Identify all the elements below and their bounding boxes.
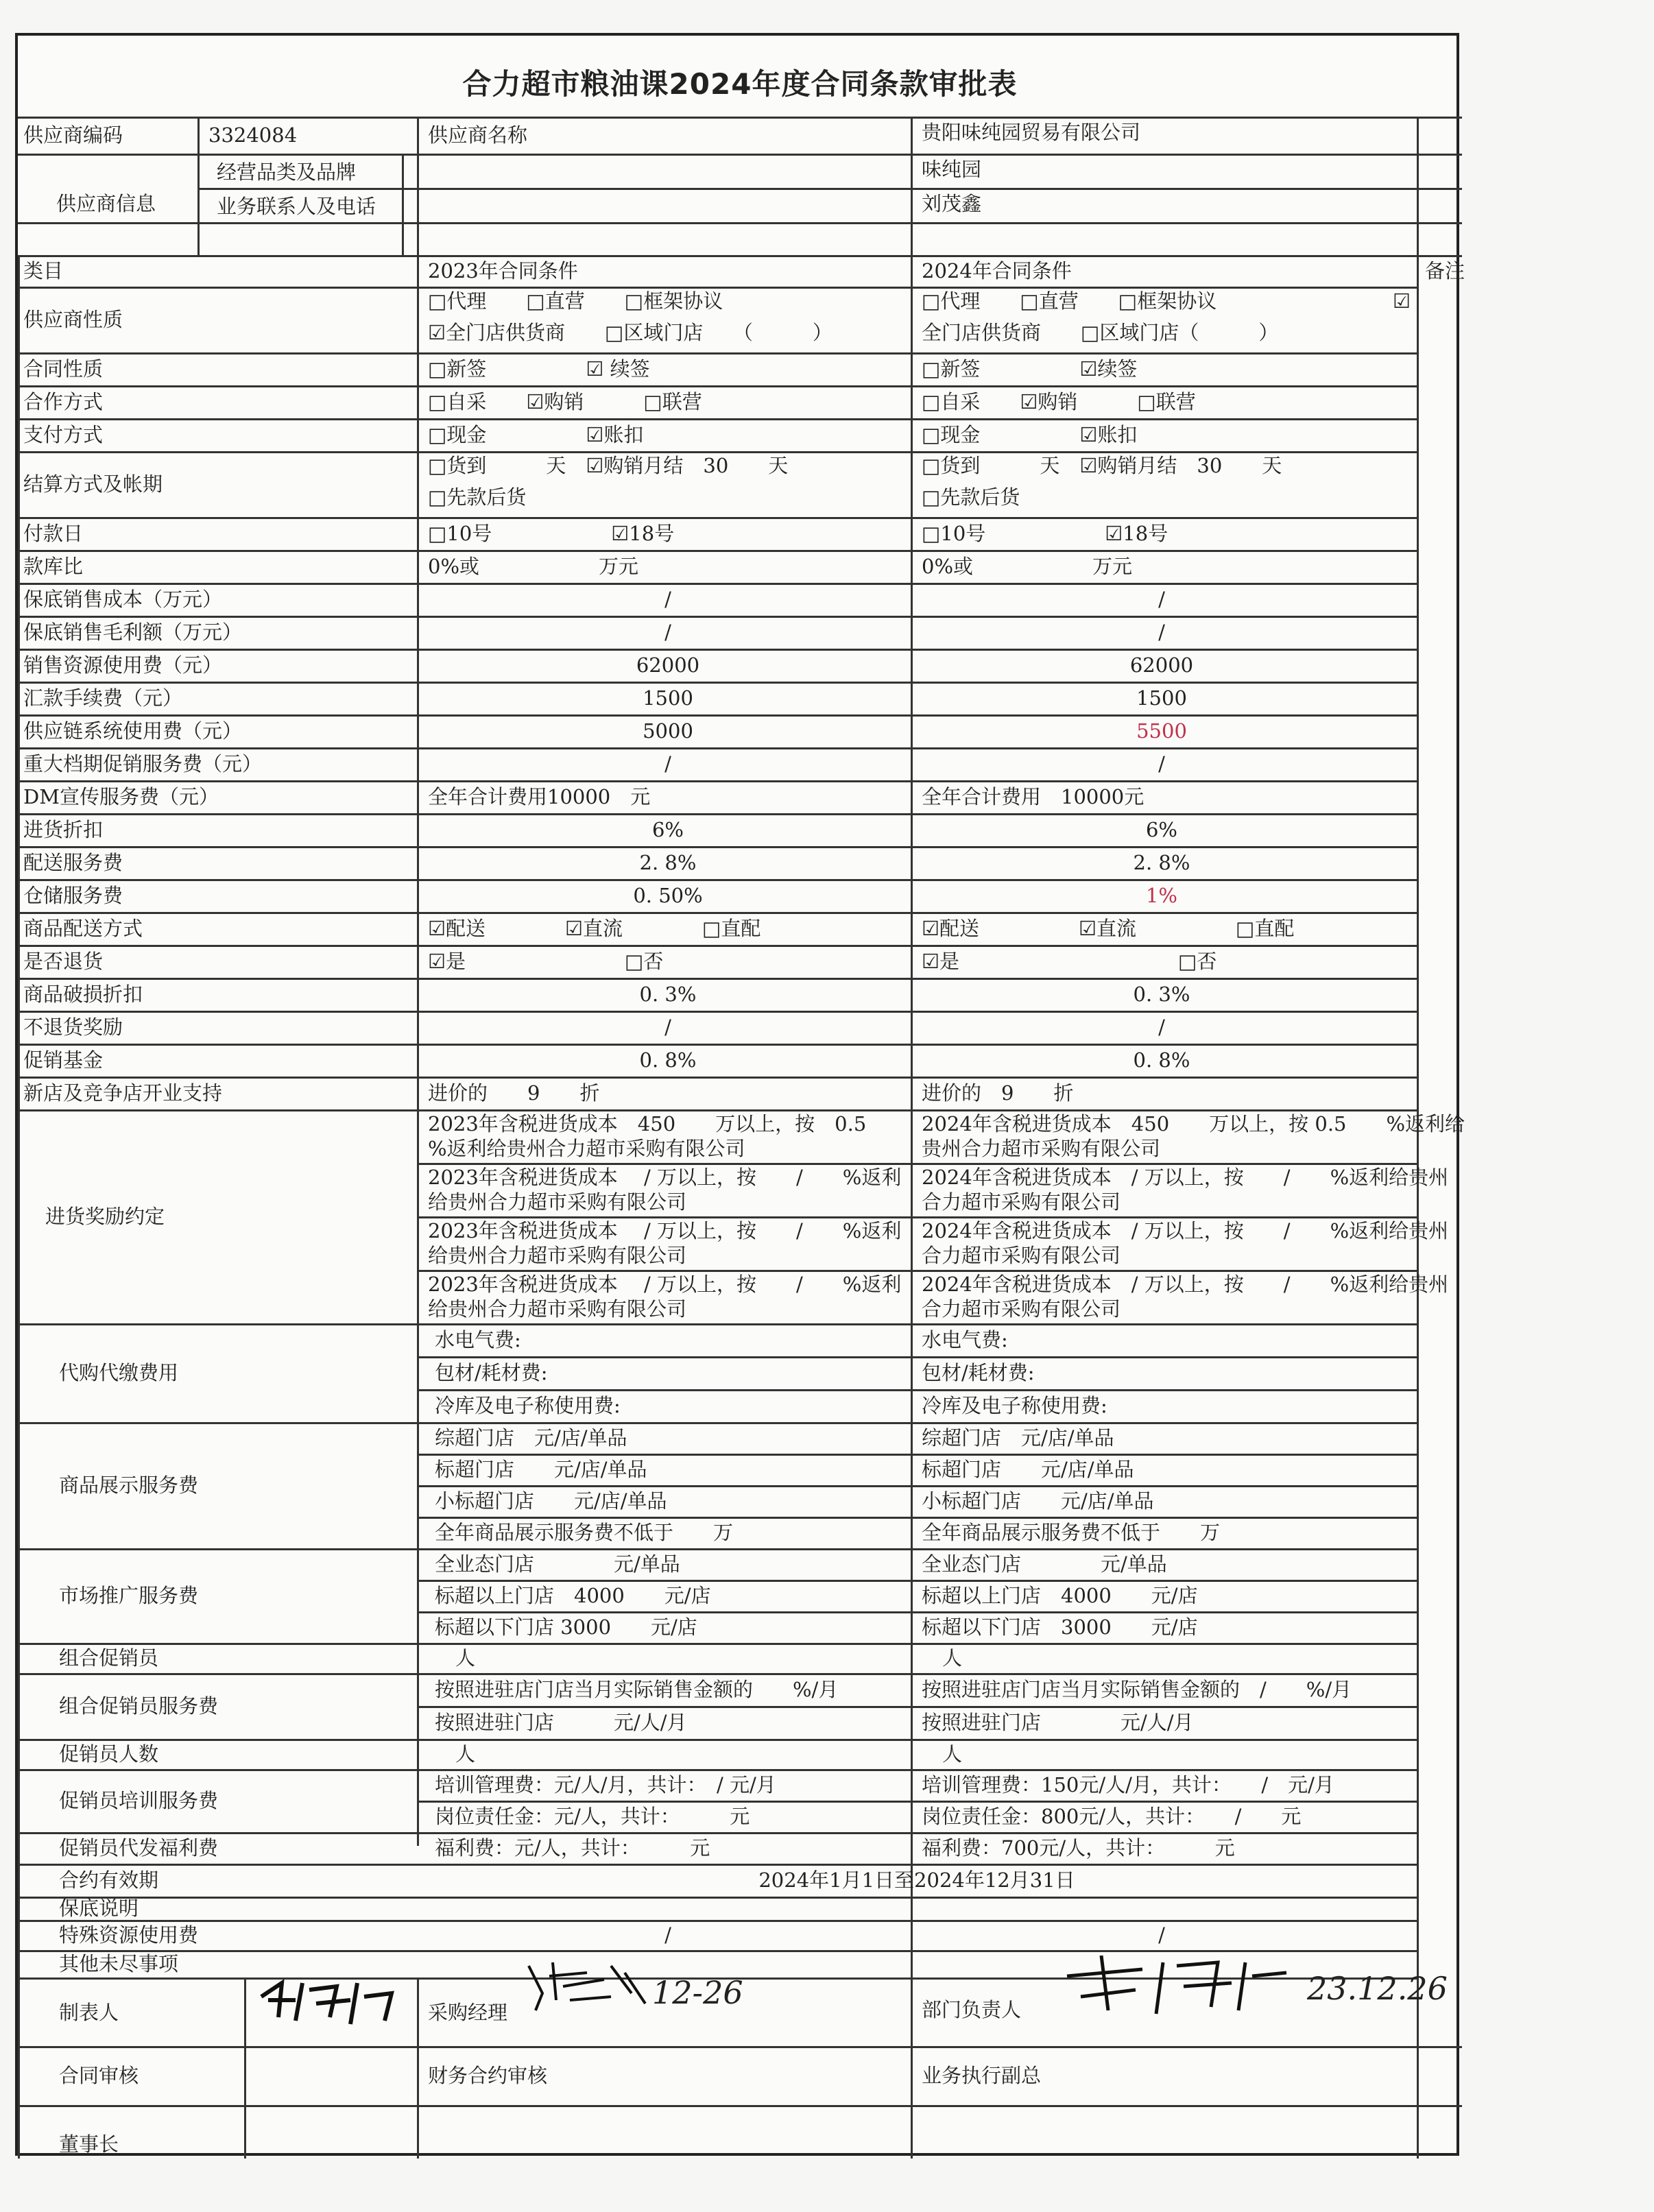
row-pay_day-2023: □10号 ☑18号 xyxy=(428,522,675,545)
row-label-other: 其他未尽事项 xyxy=(59,1952,179,1975)
grid-line xyxy=(417,1580,1417,1582)
row-label-delivery_mode: 商品配送方式 xyxy=(23,917,143,940)
finance-review-label: 财务合约审核 xyxy=(428,2064,548,2087)
rebate-2024-1-a: 2024年含税进货成本 / 万以上，按 / %返利给贵州 xyxy=(922,1166,1449,1189)
row-no_return_reward-2023: / xyxy=(664,1015,671,1039)
row-display_fee-2024-3: 全年商品展示服务费不低于 万 xyxy=(922,1521,1221,1544)
row-supplier_nature-2023-a: □代理 □直营 □框架协议 xyxy=(428,289,723,313)
form-title: 合力超市粮油课2024年度合同条款审批表 xyxy=(462,67,1018,101)
grid-line xyxy=(18,255,1462,257)
category-brand: 味纯园 xyxy=(922,158,982,181)
row-supply_chain_fee-2024: 5500 xyxy=(1136,719,1187,743)
row-label-marketing_fee: 市场推广服务费 xyxy=(59,1584,199,1607)
row-marketing_fee-2024-2: 标超以下门店 3000 元/店 xyxy=(922,1615,1198,1639)
rebate-2023-2-b: 给贵州合力超市采购有限公司 xyxy=(428,1244,687,1267)
supplier-name: 贵阳味纯园贸易有限公司 xyxy=(922,121,1141,144)
supplier-name-label: 供应商名称 xyxy=(428,123,528,147)
grid-line xyxy=(18,714,1417,717)
row-promo_fund-2024: 0. 8% xyxy=(1133,1048,1190,1072)
grid-line xyxy=(417,1801,1417,1803)
dept-head-label: 部门负责人 xyxy=(922,1998,1022,2021)
row-label-remittance_fee: 汇款手续费（元） xyxy=(23,686,183,710)
grid-line xyxy=(417,1216,1417,1218)
grid-line xyxy=(18,912,1417,914)
row-settlement-2023-a: □货到 天 ☑购销月结 30 天 xyxy=(428,454,789,477)
row-validity-value: 2024年1月1日至2024年12月31日 xyxy=(758,1868,1075,1892)
row-new_store_support-2023: 进价的 9 折 xyxy=(428,1081,600,1105)
grid-line xyxy=(417,1706,1417,1708)
exec-vp-label: 业务执行副总 xyxy=(922,2064,1042,2087)
row-label-delivery_fee: 配送服务费 xyxy=(23,851,123,874)
row-contract_nature-2024: □新签 ☑续签 xyxy=(922,357,1138,381)
grid-line xyxy=(18,747,1417,749)
row-promoter_training-2024-0: 培训管理费：150元/人/月，共计： / 元/月 xyxy=(922,1773,1334,1796)
rebate-2024-2-b: 合力超市采购有限公司 xyxy=(922,1244,1121,1267)
row-proxy_fees-2023-1: 包材/耗材费: xyxy=(435,1361,548,1384)
row-label-guaranteed_margin: 保底销售毛利额（万元） xyxy=(23,621,243,644)
row-label-stock_ratio: 款库比 xyxy=(23,555,84,578)
grid-line xyxy=(18,846,1417,848)
row-major_promo_fee-2024: / xyxy=(1158,752,1165,776)
row-combo_promoter-2024: 人 xyxy=(942,1646,963,1670)
row-settlement-2024-b: □先款后货 xyxy=(922,485,1020,509)
grid-line xyxy=(18,517,1417,519)
grid-line xyxy=(18,780,1417,782)
grid-line xyxy=(18,255,20,2159)
row-new_store_support-2024: 进价的 9 折 xyxy=(922,1081,1074,1105)
rebate-2023-3-b: 给贵州合力超市采购有限公司 xyxy=(428,1297,687,1321)
row-label-promoter_training: 促销员培训服务费 xyxy=(59,1789,219,1812)
row-no_return_reward-2024: / xyxy=(1158,1015,1165,1039)
row-promoter_training-2023-0: 培训管理费：元/人/月，共计： / 元/月 xyxy=(435,1773,776,1796)
row-proxy_fees-2023-0: 水电气费: xyxy=(435,1328,521,1351)
row-stock_ratio-2024: 0%或 万元 xyxy=(922,555,1133,578)
row-label-supplier_nature: 供应商性质 xyxy=(23,308,123,331)
grid-line xyxy=(18,2046,1462,2048)
row-sales_resource_fee-2023: 62000 xyxy=(636,653,700,677)
row-storage_fee-2024: 1% xyxy=(1145,884,1177,907)
row-purchase_discount-2023: 6% xyxy=(651,818,684,841)
row-label-purchase_rebate: 进货奖励约定 xyxy=(45,1205,165,1228)
rebate-2024-1-b: 合力超市采购有限公司 xyxy=(922,1190,1121,1214)
grid-line xyxy=(417,1454,1417,1456)
approval-form xyxy=(15,33,1465,2156)
row-promoter_training-2024-1: 岗位责任金：800元/人，共计： / 元 xyxy=(922,1805,1302,1828)
grid-line xyxy=(244,1977,246,2159)
row-label-combo_promoter: 组合促销员 xyxy=(59,1646,159,1670)
row-display_fee-2023-3: 全年商品展示服务费不低于 万 xyxy=(435,1521,734,1544)
grid-line xyxy=(18,1897,1417,1899)
contact: 刘茂鑫 xyxy=(922,192,982,215)
row-pay_day-2024: □10号 ☑18号 xyxy=(922,522,1168,545)
row-label-contract_nature: 合同性质 xyxy=(23,357,104,381)
row-label-combo_promoter_fee: 组合促销员服务费 xyxy=(59,1694,219,1718)
grid-line xyxy=(417,1270,1417,1272)
row-guaranteed_cost-2023: / xyxy=(664,588,671,611)
row-damage_discount-2024: 0. 3% xyxy=(1133,983,1190,1006)
row-combo_promoter_fee-2024-0: 按照进驻店门店当月实际销售金额的 / %/月 xyxy=(922,1678,1352,1701)
grid-line xyxy=(18,1548,1417,1550)
grid-line xyxy=(18,1864,1417,1866)
grid-line xyxy=(18,1422,1417,1424)
row-delivery_mode-2024: ☑配送 ☑直流 □直配 xyxy=(922,917,1295,940)
row-damage_discount-2023: 0. 3% xyxy=(639,983,697,1006)
grid-line xyxy=(18,649,1417,651)
purchase-manager-label: 采购经理 xyxy=(428,2001,508,2024)
col-2024: 2024年合同条件 xyxy=(922,259,1072,282)
row-proxy_fees-2024-1: 包材/耗材费: xyxy=(922,1361,1035,1384)
supplier-info-label: 供应商信息 xyxy=(56,192,156,215)
grid-line xyxy=(18,222,1462,224)
row-label-storage_fee: 仓储服务费 xyxy=(23,884,123,907)
category-brand-label: 经营品类及品牌 xyxy=(217,160,357,184)
rebate-2024-0-b: 贵州合力超市采购有限公司 xyxy=(922,1137,1161,1160)
grid-line xyxy=(18,1673,1417,1675)
row-label-proxy_fees: 代购代缴费用 xyxy=(59,1361,179,1384)
row-promoter_count-2023: 人 xyxy=(455,1742,476,1766)
row-returns-2023: ☑是 □否 xyxy=(428,950,664,973)
dept-head-signature xyxy=(1060,1949,1293,2017)
grid-line xyxy=(18,1011,1417,1013)
grid-line xyxy=(417,1977,419,2159)
row-stock_ratio-2023: 0%或 万元 xyxy=(428,555,639,578)
grid-line xyxy=(18,1920,1417,1922)
grid-line xyxy=(417,1611,1417,1613)
row-display_fee-2023-0: 综超门店 元/店/单品 xyxy=(435,1426,627,1450)
row-promo_fund-2023: 0. 8% xyxy=(639,1048,697,1072)
rebate-2023-3-a: 2023年含税进货成本 / 万以上，按 / %返利 xyxy=(428,1273,902,1296)
row-combo_promoter_fee-2023-0: 按照进驻店门店当月实际销售金额的 %/月 xyxy=(435,1678,839,1701)
row-combo_promoter_fee-2023-1: 按照进驻门店 元/人/月 xyxy=(435,1711,687,1734)
contract-review-label: 合同审核 xyxy=(59,2064,139,2087)
grid-line xyxy=(402,154,404,255)
col-remark: 备注 xyxy=(1425,259,1465,282)
chairman-label: 董事长 xyxy=(59,2132,119,2156)
rebate-2024-3-a: 2024年含税进货成本 / 万以上，按 / %返利给贵州 xyxy=(922,1273,1449,1296)
row-label-sales_resource_fee: 销售资源使用费（元） xyxy=(23,653,223,677)
row-payment_mode-2024: □现金 ☑账扣 xyxy=(922,423,1138,446)
grid-line xyxy=(197,188,1462,190)
row-label-settlement: 结算方式及帐期 xyxy=(23,472,163,496)
row-storage_fee-2023: 0. 50% xyxy=(633,884,703,907)
grid-line xyxy=(18,583,1417,585)
grid-line xyxy=(18,2105,1462,2107)
maker-label: 制表人 xyxy=(59,2001,119,2024)
rebate-2024-2-a: 2024年含税进货成本 / 万以上，按 / %返利给贵州 xyxy=(922,1219,1449,1242)
row-guaranteed_cost-2024: / xyxy=(1158,588,1165,611)
grid-line xyxy=(18,550,1417,552)
row-display_fee-2023-1: 标超门店 元/店/单品 xyxy=(435,1458,647,1481)
grid-line xyxy=(417,154,419,255)
grid-line xyxy=(18,154,1462,156)
row-promoter_welfare-2023: 福利费：元/人，共计： 元 xyxy=(435,1836,710,1860)
rebate-2023-0-b: %返利给贵州合力超市采购有限公司 xyxy=(428,1137,745,1160)
row-label-dm_fee: DM宣传服务费（元） xyxy=(23,785,219,808)
row-major_promo_fee-2023: / xyxy=(664,752,671,776)
row-supply_chain_fee-2023: 5000 xyxy=(643,719,693,743)
row-contract_nature-2023: □新签 ☑ 续签 xyxy=(428,357,650,381)
purchase-manager-signature xyxy=(522,1952,659,2017)
rebate-2023-2-a: 2023年含税进货成本 / 万以上，按 / %返利 xyxy=(428,1219,902,1242)
grid-line xyxy=(18,879,1417,881)
row-supplier_nature-2024-check: ☑ xyxy=(1393,289,1411,313)
row-settlement-2023-b: □先款后货 xyxy=(428,485,527,509)
row-guaranteed_margin-2024: / xyxy=(1158,621,1165,644)
grid-line xyxy=(18,682,1417,684)
row-display_fee-2023-2: 小标超门店 元/店/单品 xyxy=(435,1489,667,1513)
row-special_resource-2024: / xyxy=(1158,1923,1165,1947)
grid-line xyxy=(18,945,1417,947)
row-label-promo_fund: 促销基金 xyxy=(23,1048,104,1072)
row-label-pay_day: 付款日 xyxy=(23,522,84,545)
purchase-manager-date: 12-26 xyxy=(652,1974,743,2011)
row-label-guarantee_note: 保底说明 xyxy=(59,1897,139,1920)
grid-line xyxy=(18,813,1417,815)
grid-line xyxy=(417,255,419,1846)
grid-line xyxy=(417,1485,1417,1487)
row-payment_mode-2023: □现金 ☑账扣 xyxy=(428,423,644,446)
row-label-guaranteed_cost: 保底销售成本（万元） xyxy=(23,588,223,611)
grid-line xyxy=(417,117,419,154)
row-delivery_fee-2024: 2. 8% xyxy=(1133,851,1190,874)
grid-line xyxy=(417,1356,1417,1358)
row-proxy_fees-2024-2: 冷库及电子称使用费: xyxy=(922,1394,1107,1417)
row-label-display_fee: 商品展示服务费 xyxy=(59,1474,199,1497)
col-2023: 2023年合同条件 xyxy=(428,259,578,282)
row-label-special_resource: 特殊资源使用费 xyxy=(59,1923,199,1947)
row-sales_resource_fee-2024: 62000 xyxy=(1129,653,1194,677)
row-supplier_nature-2024-b: 全门店供货商 □区域门店（ ） xyxy=(922,321,1279,344)
row-combo_promoter_fee-2024-1: 按照进驻门店 元/人/月 xyxy=(922,1711,1194,1734)
row-label-new_store_support: 新店及竞争店开业支持 xyxy=(23,1081,223,1105)
grid-line xyxy=(18,1109,1417,1111)
row-delivery_fee-2023: 2. 8% xyxy=(639,851,697,874)
contact-label: 业务联系人及电话 xyxy=(217,195,376,218)
row-marketing_fee-2024-0: 全业态门店 元/单品 xyxy=(922,1552,1167,1576)
row-combo_promoter-2023: 人 xyxy=(455,1646,476,1670)
row-display_fee-2024-2: 小标超门店 元/店/单品 xyxy=(922,1489,1154,1513)
grid-line xyxy=(18,352,1417,354)
col-item: 类目 xyxy=(23,259,64,282)
dept-head-date: 23.12.26 xyxy=(1307,1970,1448,2007)
row-promoter_count-2024: 人 xyxy=(942,1742,963,1766)
grid-line xyxy=(197,117,200,255)
row-proxy_fees-2024-0: 水电气费: xyxy=(922,1328,1008,1351)
row-marketing_fee-2023-2: 标超以下门店 3000 元/店 xyxy=(435,1615,697,1639)
rebate-2023-1-b: 给贵州合力超市采购有限公司 xyxy=(428,1190,687,1214)
row-marketing_fee-2024-1: 标超以上门店 4000 元/店 xyxy=(922,1584,1198,1607)
row-promoter_training-2023-1: 岗位责任金：元/人，共计： 元 xyxy=(435,1805,750,1828)
grid-line xyxy=(417,1389,1417,1391)
row-settlement-2024-a: □货到 天 ☑购销月结 30 天 xyxy=(922,454,1282,477)
grid-line xyxy=(18,117,1462,119)
row-display_fee-2024-0: 综超门店 元/店/单品 xyxy=(922,1426,1114,1450)
grid-line xyxy=(18,616,1417,618)
row-remittance_fee-2024: 1500 xyxy=(1136,686,1187,710)
grid-line xyxy=(18,978,1417,980)
grid-line xyxy=(417,1163,1417,1165)
rebate-2023-0-a: 2023年含税进货成本 450 万以上，按 0.5 xyxy=(428,1112,867,1135)
row-label-returns: 是否退货 xyxy=(23,950,104,973)
maker-signature xyxy=(254,1969,412,2031)
row-special_resource-2023: / xyxy=(664,1923,671,1947)
grid-line xyxy=(911,117,913,2159)
grid-line xyxy=(18,1769,1417,1771)
grid-line xyxy=(18,1832,1417,1834)
row-coop_mode-2024: □自采 ☑购销 □联营 xyxy=(922,390,1196,413)
grid-line xyxy=(18,1739,1417,1741)
row-label-no_return_reward: 不退货奖励 xyxy=(23,1015,123,1039)
rebate-2024-0-a: 2024年含税进货成本 450 万以上，按 0.5 %返利给 xyxy=(922,1112,1465,1135)
row-label-promoter_count: 促销员人数 xyxy=(59,1742,159,1766)
row-label-damage_discount: 商品破损折扣 xyxy=(23,983,143,1006)
row-guaranteed_margin-2023: / xyxy=(664,621,671,644)
row-delivery_mode-2023: ☑配送 ☑直流 □直配 xyxy=(428,917,761,940)
grid-line xyxy=(1417,117,1419,2159)
row-label-promoter_welfare: 促销员代发福利费 xyxy=(59,1836,219,1860)
row-label-purchase_discount: 进货折扣 xyxy=(23,818,104,841)
row-marketing_fee-2023-0: 全业态门店 元/单品 xyxy=(435,1552,680,1576)
grid-line xyxy=(18,1643,1417,1645)
grid-line xyxy=(18,451,1417,453)
supplier-code-label: 供应商编码 xyxy=(23,123,123,147)
row-coop_mode-2023: □自采 ☑购销 □联营 xyxy=(428,390,702,413)
grid-line xyxy=(18,287,1417,289)
grid-line xyxy=(18,1323,1417,1325)
grid-line xyxy=(18,385,1417,387)
row-label-supply_chain_fee: 供应链系统使用费（元） xyxy=(23,719,243,743)
row-dm_fee-2024: 全年合计费用 10000元 xyxy=(922,785,1144,808)
row-returns-2024: ☑是 □否 xyxy=(922,950,1217,973)
row-promoter_welfare-2024: 福利费：700元/人，共计： 元 xyxy=(922,1836,1235,1860)
row-dm_fee-2023: 全年合计费用10000 元 xyxy=(428,785,651,808)
row-label-validity: 合约有效期 xyxy=(59,1868,159,1892)
row-purchase_discount-2024: 6% xyxy=(1145,818,1177,841)
rebate-2023-1-a: 2023年含税进货成本 / 万以上，按 / %返利 xyxy=(428,1166,902,1189)
row-label-payment_mode: 支付方式 xyxy=(23,423,104,446)
grid-line xyxy=(18,1077,1417,1079)
row-proxy_fees-2023-2: 冷库及电子称使用费: xyxy=(435,1394,621,1417)
supplier-code: 3324084 xyxy=(208,123,298,147)
grid-line xyxy=(18,1044,1417,1046)
rebate-2024-3-b: 合力超市采购有限公司 xyxy=(922,1297,1121,1321)
row-label-major_promo_fee: 重大档期促销服务费（元） xyxy=(23,752,263,776)
row-supplier_nature-2023-b: ☑全门店供货商 □区域门店 （ ） xyxy=(428,321,832,344)
row-label-coop_mode: 合作方式 xyxy=(23,390,104,413)
row-display_fee-2024-1: 标超门店 元/店/单品 xyxy=(922,1458,1134,1481)
row-supplier_nature-2024-a: □代理 □直营 □框架协议 xyxy=(922,289,1217,313)
row-remittance_fee-2023: 1500 xyxy=(643,686,693,710)
grid-line xyxy=(18,418,1417,420)
grid-line xyxy=(417,1517,1417,1519)
row-marketing_fee-2023-1: 标超以上门店 4000 元/店 xyxy=(435,1584,711,1607)
